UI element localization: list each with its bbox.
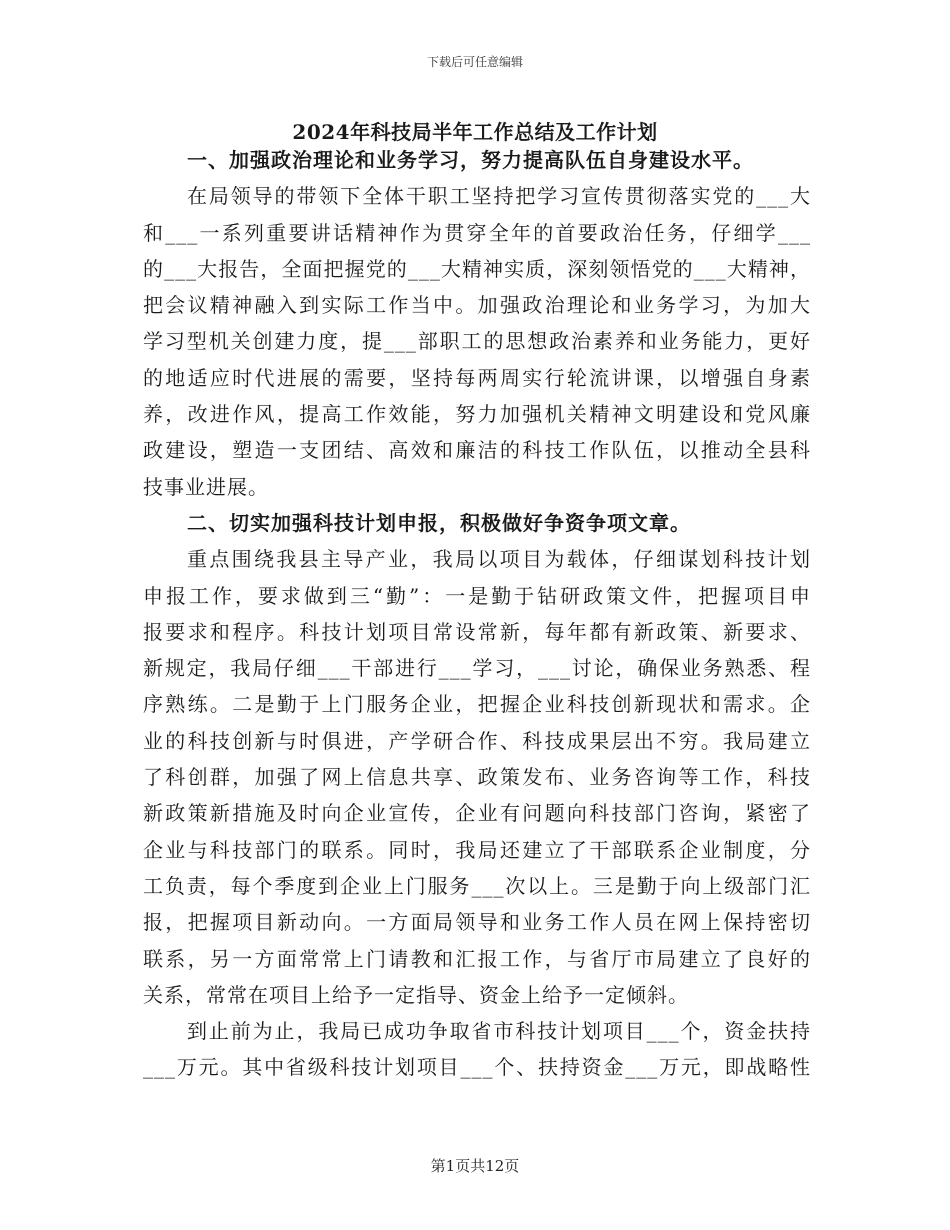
paragraph-line: 的地适应时代进展的需要，坚持每两周实行轮流讲课，以增强自身素: [143, 365, 811, 390]
paragraph-line: 技事业进展。: [143, 474, 269, 499]
paragraph-line: 到止前为止，我局已成功争取省市科技计划项目___个，资金扶持: [187, 1019, 811, 1044]
section-heading: 二、切实加强科技计划申报，积极做好争资争项文章。: [187, 510, 691, 535]
paragraph-line: 重点围绕我县主导产业，我局以项目为载体，仔细谋划科技计划: [187, 547, 811, 572]
section-heading: 一、加强政治理论和业务学习，努力提高队伍自身建设水平。: [187, 148, 754, 172]
paragraph-line: 把会议精神融入到实际工作当中。加强政治理论和业务学习，为加大: [143, 293, 811, 318]
paragraph-line: 工负责，每个季度到企业上门服务___次以上。三是勤于向上级部门汇: [143, 873, 811, 898]
paragraph-line: 新规定，我局仔细___干部进行___学习，___讨论，确保业务熟悉、程: [143, 656, 811, 681]
document-body: [143, 142, 811, 1086]
page-footer: 第1页共12页: [430, 1157, 520, 1175]
paragraph-line: 养，改进作风，提高工作效能，努力加强机关精神文明建设和党风廉: [143, 402, 811, 427]
document-title: 2024年科技局半年工作总结及工作计划: [292, 120, 658, 144]
paragraph-line: 业的科技创新与时俱进，产学研合作、科技成果层出不穷。我局建立: [143, 728, 811, 753]
paragraph-line: 了科创群，加强了网上信息共享、政策发布、业务咨询等工作，科技: [143, 765, 811, 790]
paragraph-line: 报，把握项目新动向。一方面局领导和业务工作人员在网上保持密切: [143, 910, 811, 935]
paragraph-line: ___万元。其中省级科技计划项目___个、扶持资金___万元，即战略性: [143, 1055, 811, 1080]
paragraph-line: 关系，常常在项目上给予一定指导、资金上给予一定倾斜。: [143, 982, 689, 1007]
paragraph-line: 政建设，塑造一支团结、高效和廉洁的科技工作队伍，以推动全县科: [143, 438, 811, 463]
paragraph-line: 在局领导的带领下全体干职工坚持把学习宣传贯彻落实党的___大: [187, 184, 811, 209]
paragraph-line: 学习型机关创建力度，提___部职工的思想政治素养和业务能力，更好: [143, 329, 811, 354]
paragraph-line: 序熟练。二是勤于上门服务企业，把握企业科技创新现状和需求。企: [143, 692, 811, 717]
header-note: 下载后可任意编辑: [426, 55, 523, 69]
paragraph-line: 申报工作，要求做到三“勤”：一是勤于钻研政策文件，把握项目申: [143, 583, 811, 608]
paragraph-line: 报要求和程序。科技计划项目常设常新，每年都有新政策、新要求、: [143, 619, 811, 644]
paragraph-line: 企业与科技部门的联系。同时，我局还建立了干部联系企业制度，分: [143, 837, 811, 862]
paragraph-line: 联系，另一方面常常上门请教和汇报工作，与省厅市局建立了良好的: [143, 946, 811, 971]
paragraph-line: 新政策新措施及时向企业宣传，企业有问题向科技部门咨询，紧密了: [143, 801, 811, 826]
paragraph-line: 和___一系列重要讲话精神作为贯穿全年的首要政治任务，仔细学___: [143, 220, 811, 245]
paragraph-line: 的___大报告，全面把握党的___大精神实质，深刻领悟党的___大精神，: [143, 256, 811, 281]
